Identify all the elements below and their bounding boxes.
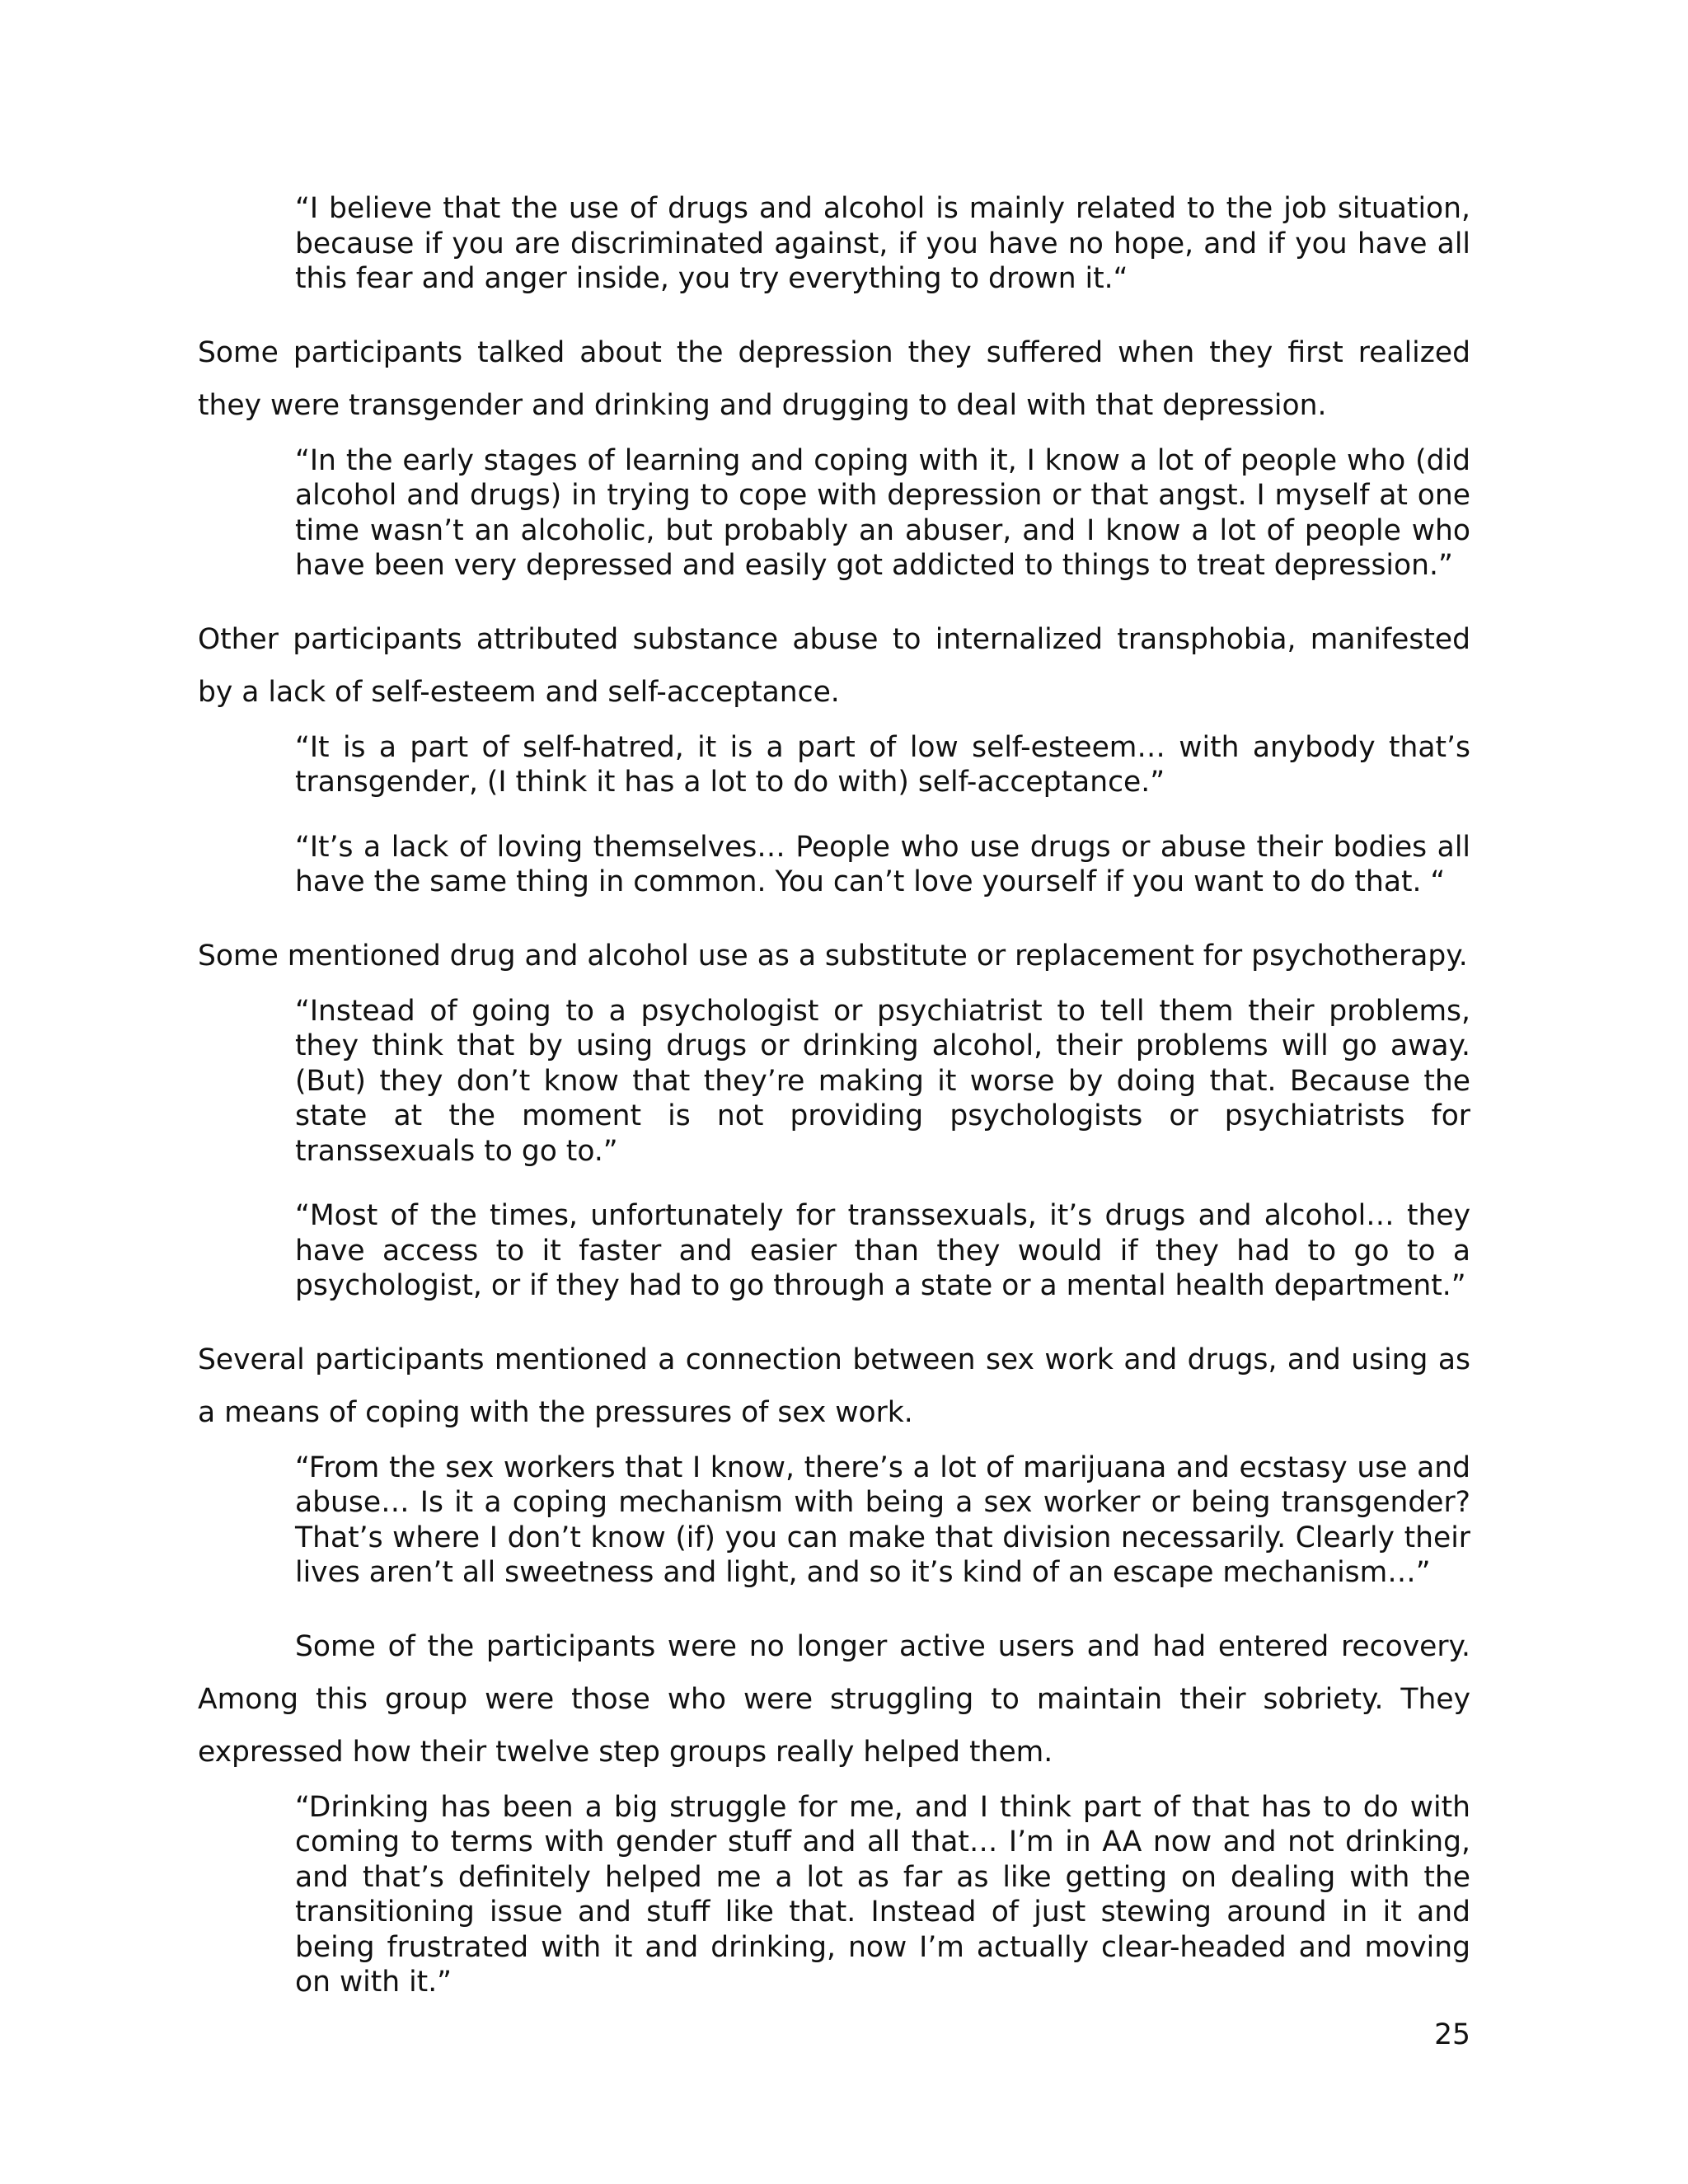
paragraph-sex-work: Several participants mentioned a connection between sex work and drugs, and using as a means of coping with the pressures of sex work. [198,1343,1470,1429]
quote-drinking-struggle: “Drinking has been a big struggle for me, and I think part of that has to do with coming to terms with gender stuff and all that… I’m in AA now and not drinking, and that’s definitely helped me a lot as far as like getting on dealing with the transitioning issue and stuff like that. Instead of just stewing around in it and being frustrated with it and drinking, now I’m actually clear-headed and moving on with it.” [295,1790,1470,1999]
quote-sex-workers: “From the sex workers that I know, there’s a lot of marijuana and ecstasy use and abuse… Is it a coping mechanism with being a sex worker or being transgender? That’s where I don’t know (if) you can make that division necessarily. Clearly their lives aren’t all sweetness and light, and so it’s kind of an escape mechanism…” [295,1451,1470,1589]
quote-coping-depression: “In the early stages of learning and coping with it, I know a lot of people who (did alcohol and drugs) in trying to cope with depression or that angst. I myself at one time wasn’t an alcoholic, but probably an abuser, and I know a lot of people who have been very depressed and easily got addicted to things to treat depression.” [295,443,1470,582]
paragraph-recovery: Some of the participants were no longer active users and had entered recovery. Among this group were those who were struggling to maintain their sobriety. They expressed how their twelve step groups really helped them. [198,1629,1470,1769]
quote-job-situation: “I believe that the use of drugs and alcohol is mainly related to the job situation, because if you are discriminated against, if you have no hope, and if you have all this fear and anger inside, you try everything to drown it.“ [295,192,1470,295]
quote-most-of-the-times: “Most of the times, unfortunately for transsexuals, it’s drugs and alcohol… they have access to it faster and easier than they would if they had to go to a psychologist, or if they had to go through a state or a mental health department.” [295,1199,1470,1302]
quote-self-hatred: “It is a part of self-hatred, it is a part of low self-esteem… with anybody that’s transgender, (I think it has a lot to do with) self-acceptance.” [295,730,1470,799]
page-body [198,191,1470,2030]
paragraph-depression: Some participants talked about the depression they suffered when they first realized they were transgender and drinking and drugging to deal with that depression. [198,335,1470,422]
quote-lack-of-loving: “It’s a lack of loving themselves… People who use drugs or abuse their bodies all have the same thing in common. You can’t love yourself if you want to do that. “ [295,830,1470,898]
paragraph-psychotherapy-substitute: Some mentioned drug and alcohol use as a substitute or replacement for psychotherapy. [198,939,1468,972]
page-number: 25 [1434,2018,1470,2051]
quote-instead-of-psychologist: “Instead of going to a psychologist or psychiatrist to tell them their problems, they think that by using drugs or drinking alcohol, their problems will go away. (But) they don’t know that they’re making it worse by doing that. Because the state at the moment is not providing psychologists or psychiatrists for transsexuals to go to.” [295,994,1470,1168]
paragraph-internalized-transphobia: Other participants attributed substance abuse to internalized transphobia, manifested by a lack of self-esteem and self-acceptance. [198,622,1470,709]
